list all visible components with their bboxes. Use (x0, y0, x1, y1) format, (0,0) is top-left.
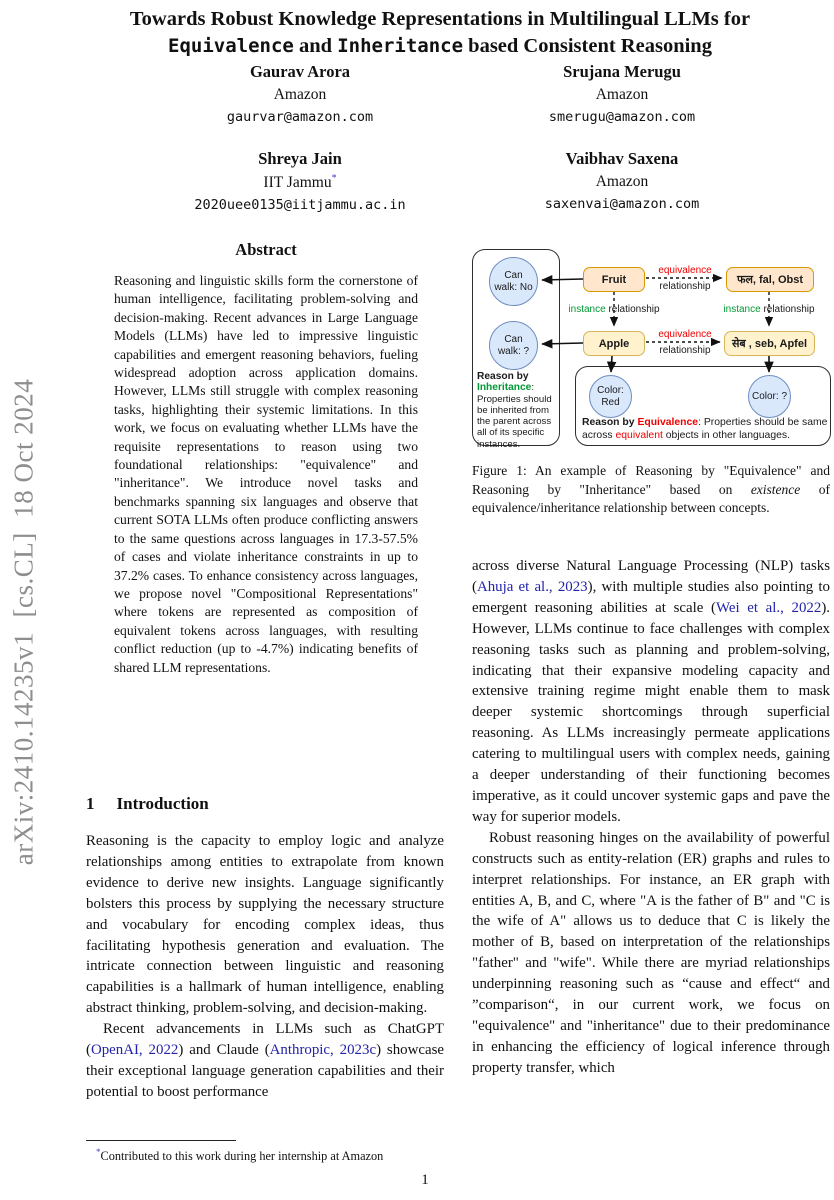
node-can-walk-no: Can walk: No (489, 257, 538, 306)
title-mono-inheritance: Inheritance (337, 35, 464, 57)
intro-text (86, 831, 444, 1103)
equivalence-relationship-label: equivalence relationship (658, 265, 712, 292)
author-block (170, 62, 430, 125)
section-number: 1 (86, 794, 95, 813)
paper-title (60, 6, 820, 60)
footnote (86, 1140, 444, 1164)
title-mono-equivalence: Equivalence (168, 35, 294, 57)
node-apple-multilingual: सेब , seb, Apfel (724, 331, 815, 356)
node-can-walk-question: Can walk: ? (489, 321, 538, 370)
equivalence-relationship-label: equivalence relationship (658, 329, 712, 356)
node-color-question: Color: ? (748, 375, 791, 418)
citation-openai-2022[interactable]: OpenAI, 2022 (90, 1042, 179, 1059)
node-apple: Apple (583, 331, 645, 356)
title-rest: based Consistent Reasoning (463, 35, 712, 57)
reason-by-inheritance-text: Reason by Inheritance: Properties should be inherited from the parent across all of its specific instances. (477, 371, 552, 450)
right-column-text (472, 556, 830, 1079)
author-email: 2020uee0135@iitjammu.ac.in (194, 197, 406, 214)
footnote-mark: * (96, 1147, 101, 1157)
abstract-heading: Abstract (235, 240, 297, 259)
author-affiliation: IIT Jammu* (263, 173, 337, 192)
author-name: Vaibhav Saxena (565, 149, 679, 168)
citation-anthropic-2023c[interactable]: Anthropic, 2023c (269, 1042, 377, 1059)
author-block (492, 62, 752, 125)
title-line2 (60, 33, 820, 60)
figure-1 (470, 246, 832, 450)
citation-wei-2022[interactable]: Wei et al., 2022 (715, 599, 822, 616)
author-email: gaurvar@amazon.com (226, 109, 374, 125)
arrow-fruit-to-canwalk (542, 279, 583, 280)
arxiv-watermark: arXiv:2410.14235v1 [cs.CL] 18 Oct 2024 (8, 378, 39, 866)
abstract-text: Reasoning and linguistic skills form the cornerstone of human intelligence, facilitating problem-solving and decision-making. Recent advances in Large Language Models (LLMs) have led to impressive linguistic capabilities and emergent reasoning behaviors, fueling widespread adoption across application domains. However, LLMs still struggle with complex reasoning tasks, highlighting their systemic limitations. In this work, we focus on evaluating whether LLMs have the requisite representations to reason using two foundational relationships: "equivalence" and "inheritance". We introduce novel tasks and benchmarks spanning six languages and observe that current SOTA LLMs often produce conflicting answers to the same questions across languages in 17.3-57.5% of cases and violate inheritance constraints in up to 37.2% cases. To enhance consistency across languages, we propose novel "Compositional Representations" where tokens are represented as composition of equivalent tokens across languages, with resulting conflict reduction (up to -4.7%) indicating benefits of shared LLM representations. (114, 273, 418, 675)
node-fruit: Fruit (583, 267, 645, 292)
section-heading-introduction (86, 794, 444, 814)
intro-paragraph-2: Recent advancements in LLMs such as ChatGPT (OpenAI, 2022) and Claude (Anthropic, 2023c) showcase their exceptional language generation capabilities and their potential to boost performance (86, 1021, 444, 1100)
footnote-text: Contributed to this work during her internship at Amazon (100, 1149, 384, 1164)
author-name: Shreya Jain (258, 149, 342, 168)
instance-relationship-label: instance relationship (568, 304, 660, 315)
author-affiliation: Amazon (595, 173, 649, 190)
paragraph: Robust reasoning hinges on the availability of powerful constructs such as entity-relation (ER) graphs and rules to interpret relationships. For instance, an ER graph with entities A, B, and C, where "A is the father of B" and "C is the wife of A" allows us to deduce that C is likely the mother of B, based on interpretation of the relationships "father" and "wife". While there are myriad relationships underpinning reasoning such as “cause and effect“ and ”comparison“, in our current work, we focus on "equivalence" and "inheritance" due to their predominance in enhancing the efficiency of logical inference through property transfer, which (472, 829, 830, 1076)
title-and: and (293, 35, 338, 57)
node-fruit-multilingual: फल, fal, Obst (726, 267, 814, 292)
intro-paragraph-1: Reasoning is the capacity to employ logic and analyze relationships among entities to extrapolate from known evidence to derive new insights. Language significantly bolsters this process by supplying the necessary structure and vocabulary for encoding complex ideas, thus facilitating hypothesis generation and evaluation. The intricate connection between linguistic and reasoning capabilities is a hallmark of human intelligence, enabling abstract thinking, problem-solving, and decision-making. (86, 833, 444, 1017)
title-line1: Towards Robust Knowledge Representations in Multilingual LLMs for (129, 8, 751, 30)
citation-ahuja-2023[interactable]: Ahuja et al., 2023 (476, 578, 588, 595)
author-email: saxenvai@amazon.com (544, 196, 700, 212)
author-name: Gaurav Arora (249, 62, 351, 81)
section-title: Introduction (116, 794, 209, 813)
author-email: smerugu@amazon.com (548, 109, 696, 125)
author-affiliation: Amazon (273, 86, 327, 103)
author-affiliation: Amazon (595, 86, 649, 103)
reason-by-equivalence-text: Reason by Equivalence: Properties should be same across equivalent objects in other languages. (582, 417, 828, 441)
arrow-apple-to-color (611, 356, 612, 372)
page-number: 1 (421, 1172, 429, 1188)
author-block (492, 149, 752, 212)
footnote-rule (86, 1140, 236, 1141)
affiliation-footnote-mark[interactable]: * (331, 173, 337, 184)
author-block (170, 149, 430, 213)
arrow-apple-to-canwalk (542, 343, 583, 344)
instance-relationship-label: instance relationship (723, 304, 815, 315)
paragraph: across diverse Natural Language Processing (NLP) tasks (Ahuja et al., 2023), with multiple studies also pointing to emergent reasoning abilities at scale (Wei et al., 2022). However, LLMs continue to face challenges with complex reasoning tasks such as planning and problem-solving, indicating that their expansive modeling capacity and extensive training regime might enable them to mask deeper systemic shortcomings through superficial reasoning. As LLMs increasingly permeate applications catering to multilingual users with complex needs, gaining a deeper understanding of their functioning becomes imperative, as it could uncover systemic gaps and pave the way for superior models. (472, 558, 830, 825)
author-name: Srujana Merugu (563, 62, 681, 81)
figure-caption: Figure 1: An example of Reasoning by "Equivalence" and Reasoning by "Inheritance" based on existence of equivalence/inheritance relationship between concepts. (472, 463, 830, 516)
node-color-red: Color: Red (589, 375, 632, 418)
